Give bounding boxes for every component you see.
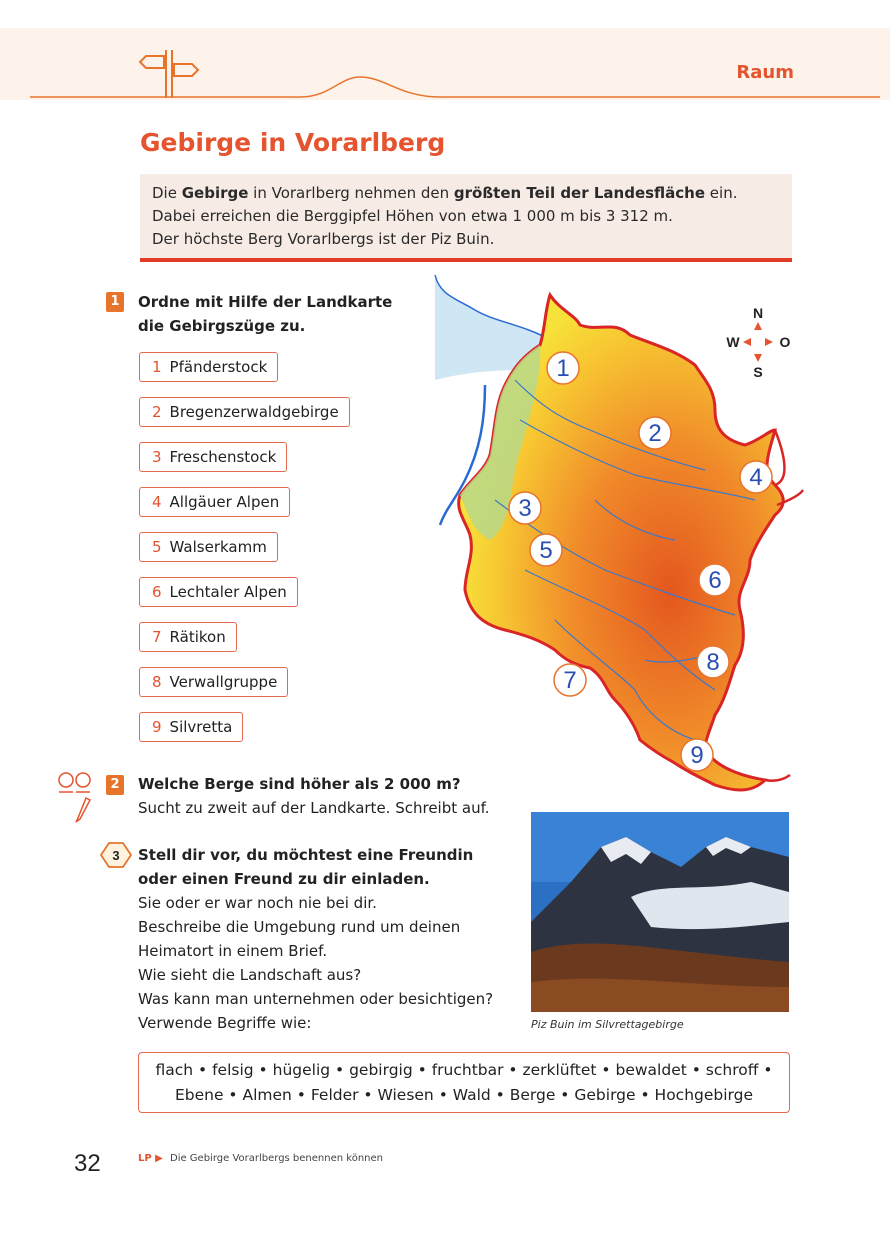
svg-text:1: 1	[556, 355, 570, 382]
footer-learning-goal: Die Gebirge Vorarlbergs benennen können	[170, 1153, 383, 1164]
mountain-box-7: 7 Rätikon	[139, 622, 237, 652]
task-3-text: Stell dir vor, du möchtest eine Freundin oder einen Freund zu dir einladen. Sie oder er war noch nie bei dir. Beschreibe die Umgebung rund um deinen Heimatort in einem Brief. Wie sieht die Landschaft aus? Was kann man unternehmen oder besichtigen? Verwende Begriffe wie:	[138, 846, 494, 1032]
svg-text:7: 7	[563, 667, 577, 694]
svg-text:S: S	[753, 364, 763, 380]
svg-text:6: 6	[708, 567, 722, 594]
word-line-2: Ebene • Almen • Felder • Wiesen • Wald • Berge • Gebirge • Hochgebirge	[174, 1086, 754, 1104]
vorarlberg-map	[415, 270, 805, 810]
task-2-text: Welche Berge sind höher als 2 000 m? Sucht zu zweit auf der Landkarte. Schreibt auf.	[138, 775, 490, 817]
section-label: Raum	[736, 62, 794, 83]
mountain-box-5: 5 Walserkamm	[139, 532, 278, 562]
piz-buin-photo	[531, 812, 789, 1012]
word-line-1: flach • felsig • hügelig • gebirgig • fruchtbar • zerklüftet • bewaldet • schroff •	[155, 1061, 773, 1079]
svg-text:2: 2	[648, 420, 662, 447]
compass	[726, 305, 790, 380]
svg-text:3: 3	[112, 848, 120, 863]
footer-lp-label: LP ▶	[138, 1153, 163, 1164]
signpost-icon	[138, 46, 204, 102]
svg-text:4: 4	[749, 464, 763, 491]
map-label-9	[681, 739, 713, 771]
task-3-badge	[99, 840, 133, 870]
svg-text:8: 8	[706, 649, 720, 676]
mountain-box-2: 2 Bregenzerwaldgebirge	[139, 397, 350, 427]
map-label-6	[699, 564, 731, 596]
svg-text:O: O	[779, 334, 791, 350]
map-label-3	[509, 492, 541, 524]
mountain-box-9: 9 Silvretta	[139, 712, 243, 742]
svg-text:N: N	[752, 305, 764, 321]
intro-line-3: Der höchste Berg Vorarlbergs ist der Piz Buin.	[152, 230, 495, 248]
svg-text:W: W	[726, 334, 740, 350]
intro-line-1: Die Gebirge in Vorarlberg nehmen den größten Teil der Landesfläche ein.	[152, 184, 738, 202]
intro-line-2: Dabei erreichen die Berggipfel Höhen von etwa 1 000 m bis 3 312 m.	[152, 207, 673, 225]
mountain-box-4: 4 Allgäuer Alpen	[139, 487, 290, 517]
word-box	[138, 1052, 790, 1113]
page-number: 32	[74, 1150, 101, 1177]
photo-caption: Piz Buin im Silvrettagebirge	[531, 1018, 684, 1031]
task-1-number: 1	[106, 292, 124, 312]
mountain-box-3: 3 Freschenstock	[139, 442, 287, 472]
map-label-5	[530, 534, 562, 566]
mountain-box-6: 6 Lechtaler Alpen	[139, 577, 298, 607]
svg-text:3: 3	[518, 495, 532, 522]
pencil-icon	[76, 798, 90, 822]
map-label-1	[547, 352, 579, 384]
map-label-8	[697, 646, 729, 678]
page-title: Gebirge in Vorarlberg	[140, 128, 446, 157]
task-1-text: Ordne mit Hilfe der Landkarte die Gebirgszüge zu.	[138, 293, 393, 335]
svg-text:9: 9	[690, 742, 704, 769]
mountain-box-8: 8 Verwallgruppe	[139, 667, 288, 697]
map-label-2	[639, 417, 671, 449]
svg-text:5: 5	[539, 537, 553, 564]
map-label-7	[554, 664, 586, 696]
map-label-4	[740, 461, 772, 493]
partner-work-icon	[56, 768, 100, 824]
intro-box	[140, 174, 792, 262]
task-2-number: 2	[106, 775, 124, 795]
mountain-box-1: 1 Pfänderstock	[139, 352, 278, 382]
